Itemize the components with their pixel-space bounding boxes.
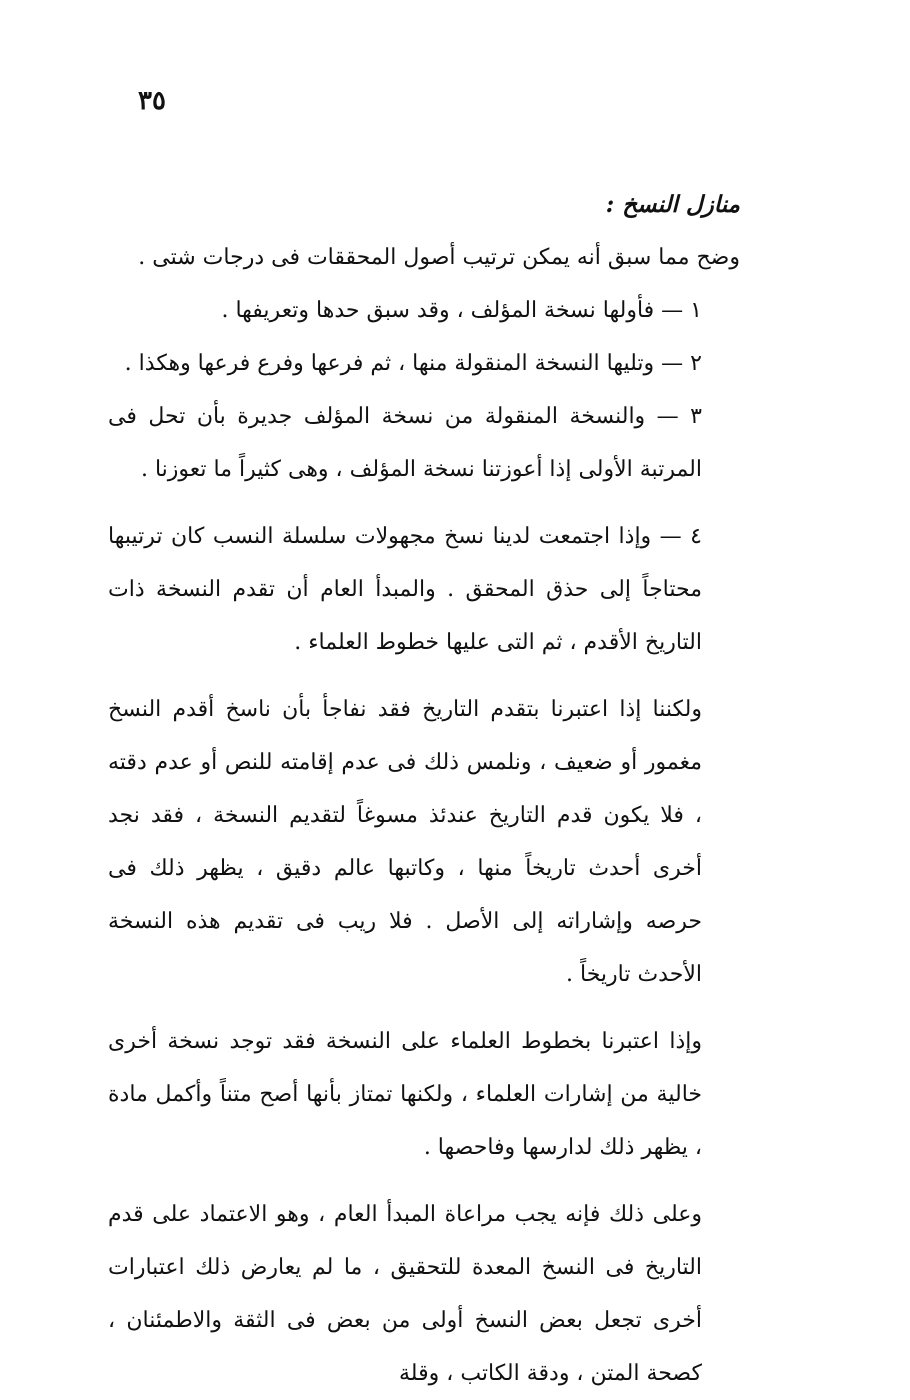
intro-paragraph: وضح مما سبق أنه يمكن ترتيب أصول المحققات فى درجات شتى .	[138, 245, 740, 270]
page-body	[108, 178, 740, 1400]
section-heading: منازل النسخ :	[605, 191, 740, 218]
list-item-2: ٢ — وتليها النسخة المنقولة منها ، ثم فرعها وفرع فرعها وهكذا .	[124, 351, 702, 376]
body-paragraph-1: ولكننا إذا اعتبرنا بتقدم التاريخ فقد نفاجأ بأن ناسخ أقدم النسخ مغمور أو ضعيف ، ونلمس ذلك فى عدم إقامته للنص أو عدم دقته ، فلا يكون قدم التاريخ عندئذ مسوغاً لتقديم النسخة ، فقد نجد أخرى أحدث تاريخاً منها ، وكاتبها عالم دقيق ، يظهر ذلك فى حرصه وإشاراته إلى الأصل . فلا ريب فى تقديم هذه النسخة الأحدث تاريخاً .	[108, 697, 702, 987]
body-paragraph-3: وعلى ذلك فإنه يجب مراعاة المبدأ العام ، وهو الاعتماد على قدم التاريخ فى النسخ المعدة للتحقيق ، ما لم يعارض ذلك اعتبارات أخرى تجعل بعض النسخ أولى من بعض فى الثقة والاطمئنان ، كصحة المتن ، ودقة الكاتب ، وقلة	[108, 1202, 702, 1386]
list-item-3: ٣ — والنسخة المنقولة من نسخة المؤلف جديرة بأن تحل فى المرتبة الأولى إذا أعوزتنا نسخة المؤلف ، وهى كثيراً ما تعوزنا .	[108, 404, 702, 482]
list-item-4: ٤ — وإذا اجتمعت لدينا نسخ مجهولات سلسلة النسب كان ترتيبها محتاجاً إلى حذق المحقق . والمبدأ العام أن تقدم النسخة ذات التاريخ الأقدم ، ثم التى عليها خطوط العلماء .	[108, 524, 702, 655]
list-item-1: ١ — فأولها نسخة المؤلف ، وقد سبق حدها وتعريفها .	[221, 298, 702, 323]
body-paragraph-2: وإذا اعتبرنا بخطوط العلماء على النسخة فقد توجد نسخة أخرى خالية من إشارات العلماء ، ولكنها تمتاز بأنها أصح متناً وأكمل مادة ، يظهر ذلك لدارسها وفاحصها .	[108, 1029, 702, 1160]
page-number: ٣٥	[138, 86, 166, 116]
